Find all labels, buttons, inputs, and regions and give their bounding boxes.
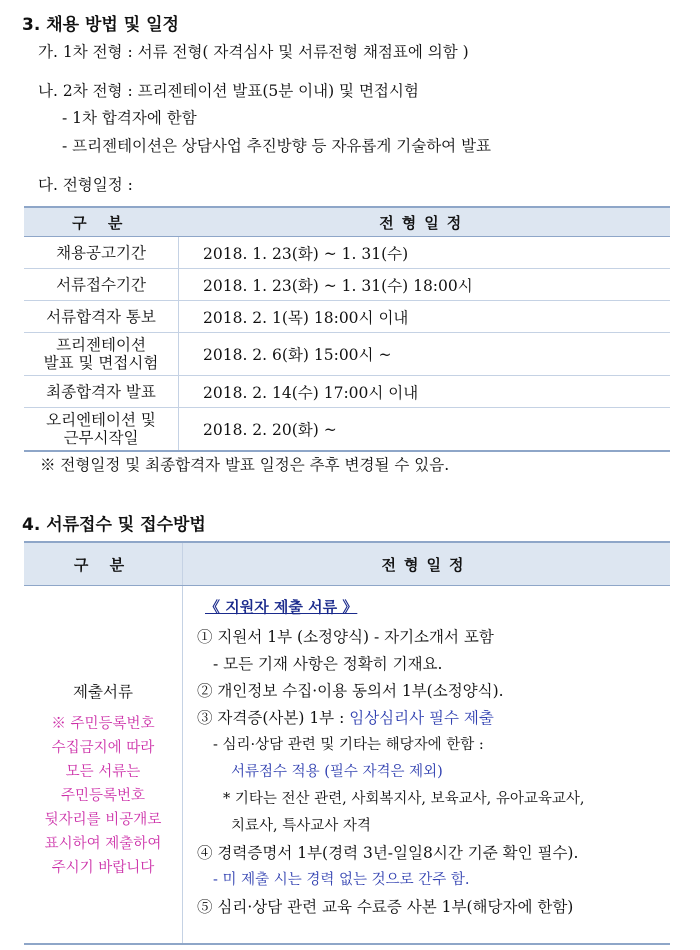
- doc-item-3-prefix: ③ 자격증(사본) 1부 :: [197, 709, 350, 727]
- row-label-line: 서류접수기간: [56, 275, 146, 294]
- table-row: [24, 408, 670, 452]
- table-row: [24, 376, 670, 408]
- row-label: [24, 301, 179, 333]
- row-value: 2018. 1. 23(화) ~ 1. 31(수) 18:00시: [179, 269, 671, 301]
- doc-item-4-sub: - 미 제출 시는 경력 없는 것으로 간주 함.: [213, 872, 470, 888]
- doc-item-4: ④ 경력증명서 1부(경력 3년-일일8시간 기준 확인 필수).: [197, 844, 579, 862]
- doc-item-3: [197, 705, 670, 732]
- documents-header-schedule: 전형일정: [183, 542, 671, 586]
- note-line: 모든 서류는: [65, 763, 141, 780]
- applicant-docs-heading: 《 지원자 제출 서류 》: [205, 598, 358, 616]
- row-value: 2018. 1. 23(화) ~ 1. 31(수): [179, 237, 671, 269]
- item-a-first-stage: 가. 1차 전형 : 서류 전형( 자격심사 및 서류전형 채점표에 의함 ): [38, 43, 469, 61]
- table-row: [24, 301, 670, 333]
- doc-item-1: ① 지원서 1부 (소정양식) - 자기소개서 포함: [197, 628, 494, 646]
- note-line: 수집금지에 따라: [51, 739, 155, 756]
- row-label: [24, 376, 179, 408]
- documents-right-cell: [183, 586, 671, 945]
- row-value: 2018. 2. 1(목) 18:00시 이내: [179, 301, 671, 333]
- note-line: 주시기 바랍니다: [51, 859, 155, 876]
- doc-item-2: ② 개인정보 수집·이용 동의서 1부(소정양식).: [197, 682, 504, 700]
- row-label-line: 발표 및 면접시험: [43, 354, 159, 372]
- resident-number-note: [30, 712, 176, 880]
- schedule-header-category: 구 분: [24, 207, 179, 237]
- row-value: 2018. 2. 6(화) 15:00시 ~: [179, 333, 671, 376]
- table-row: [24, 333, 670, 376]
- item-b-second-stage: 나. 2차 전형 : 프리젠테이션 발표(5분 이내) 및 면접시험: [38, 82, 419, 100]
- schedule-header-schedule: 전형일정: [179, 207, 671, 237]
- item-c-schedule: 다. 전형일정 :: [38, 176, 133, 194]
- note-line: 표시하여 제출하여: [44, 835, 162, 852]
- row-label-line: 채용공고기간: [56, 243, 146, 262]
- note-line: 주민등록번호: [60, 787, 146, 804]
- row-label-line: 프리젠테이션: [56, 336, 146, 354]
- row-label: [24, 269, 179, 301]
- row-value: 2018. 2. 20(화) ~: [179, 408, 671, 452]
- row-label: [24, 408, 179, 452]
- doc-item-5: ⑤ 심리·상담 관련 교육 수료증 사본 1부(해당자에 한함): [197, 898, 574, 916]
- table-row: [24, 237, 670, 269]
- row-value: 2018. 2. 14(수) 17:00시 이내: [179, 376, 671, 408]
- schedule-header-row: [24, 207, 670, 237]
- row-label-line: 오리엔테이션 및: [46, 411, 156, 429]
- row-label-line: 최종합격자 발표: [46, 382, 156, 401]
- doc-item-1-sub: - 모든 기재 사항은 정확히 기재요.: [213, 655, 443, 673]
- documents-header-row: [24, 542, 670, 586]
- row-label-line: 근무시작일: [63, 429, 139, 447]
- documents-header-category: 구 분: [24, 542, 183, 586]
- documents-left-cell: [24, 586, 183, 945]
- row-label: [24, 333, 179, 376]
- submission-docs-title: 제출서류: [73, 682, 133, 701]
- doc-item-3-highlight: 임상심리사 필수 제출: [349, 709, 494, 727]
- section4-title: 4. 서류접수 및 접수방법: [22, 515, 206, 535]
- documents-row: [24, 586, 670, 945]
- item-b-sub2: - 프리젠테이션은 상담사업 추진방향 등 자유롭게 기술하여 발표: [62, 137, 492, 155]
- row-label: [24, 237, 179, 269]
- note-line: 뒷자리를 비공개로: [44, 811, 162, 828]
- note-line: ※ 주민등록번호: [51, 715, 155, 732]
- section3-title: 3. 채용 방법 및 일정: [22, 15, 179, 35]
- item-b-sub1: - 1차 합격자에 한함: [62, 109, 197, 127]
- doc-item-3-sub: - 심리·상담 관련 및 기타는 해당자에 한함 :: [213, 737, 484, 753]
- schedule-table: [24, 206, 670, 452]
- documents-table: [24, 541, 670, 945]
- schedule-note: ※ 전형일정 및 최종합격자 발표 일정은 추후 변경될 수 있음.: [40, 456, 450, 474]
- doc-item-3-sub4: 치료사, 특사교사 자격: [231, 818, 371, 834]
- doc-item-3-sub3: * 기타는 전산 관련, 사회복지사, 보육교사, 유아교육교사,: [223, 791, 585, 807]
- table-row: [24, 269, 670, 301]
- row-label-line: 서류합격자 통보: [46, 307, 156, 326]
- doc-item-3-sub2: 서류점수 적용 (필수 자격은 제외): [231, 764, 443, 780]
